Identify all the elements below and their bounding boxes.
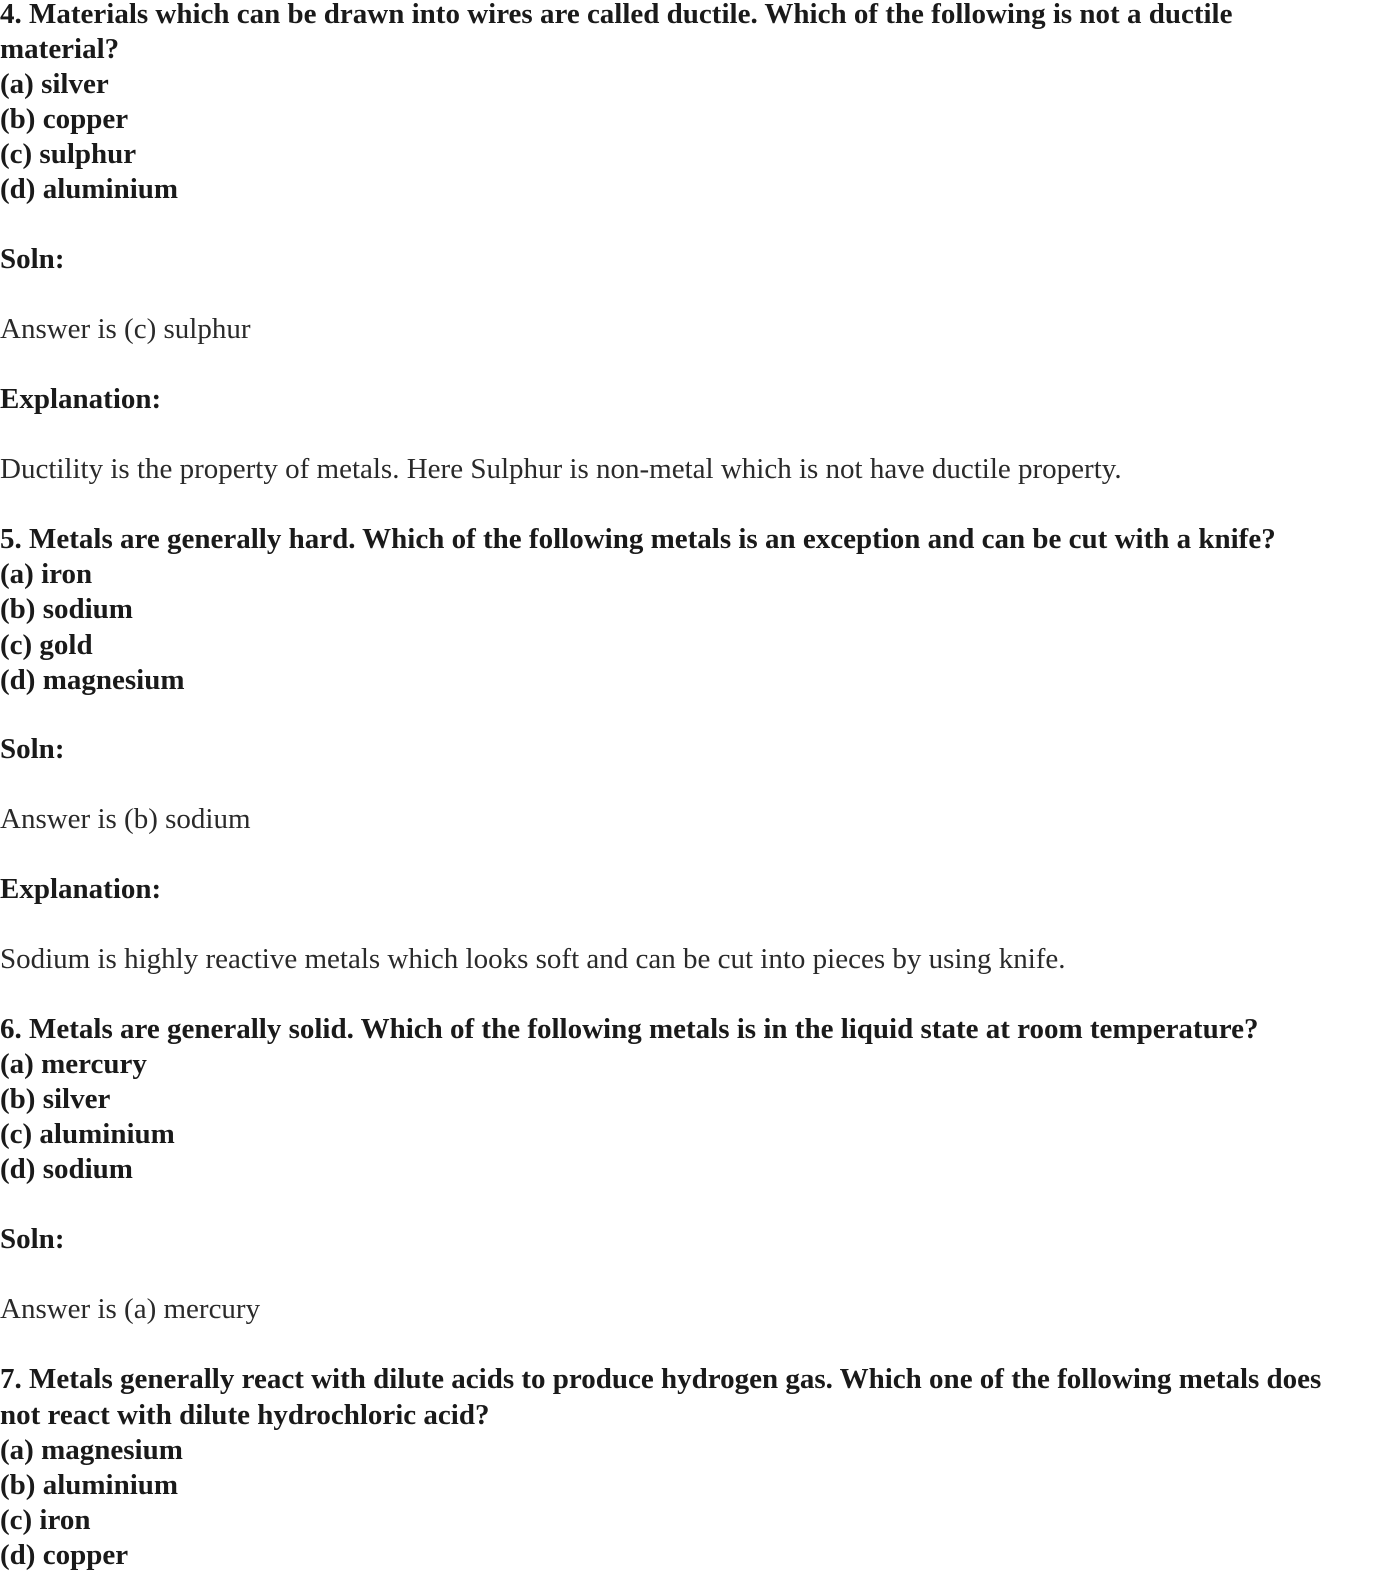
- q6-question-line1: 6. Metals are generally solid. Which of the following metals is in the liquid state at room temperature?: [0, 1013, 1259, 1045]
- q4-explanation: Ductility is the property of metals. Here Sulphur is non-metal which is not have ductile property.: [0, 453, 1122, 485]
- q5-option-a: (a) iron: [0, 558, 93, 590]
- q4-option-a: (a) silver: [0, 68, 109, 100]
- q7-option-c: (c) iron: [0, 1504, 91, 1536]
- q4-explanation-label: Explanation:: [0, 383, 162, 415]
- q4-answer: Answer is (c) sulphur: [0, 313, 251, 345]
- q4-option-b: (b) copper: [0, 103, 129, 135]
- q5-answer: Answer is (b) sodium: [0, 803, 251, 835]
- q5-explanation: Sodium is highly reactive metals which looks soft and can be cut into pieces by using knife.: [0, 943, 1066, 975]
- q4-option-d: (d) aluminium: [0, 173, 179, 205]
- q6-option-d: (d) sodium: [0, 1153, 133, 1185]
- q7-option-a: (a) magnesium: [0, 1434, 183, 1466]
- q6-option-c: (c) aluminium: [0, 1118, 175, 1150]
- q6-answer: Answer is (a) mercury: [0, 1293, 261, 1325]
- q6-option-b: (b) silver: [0, 1083, 111, 1115]
- q5-option-d: (d) magnesium: [0, 664, 185, 696]
- q5-explanation-label: Explanation:: [0, 873, 162, 905]
- q4-question-line2: material?: [0, 33, 120, 65]
- q7-question-line2: not react with dilute hydrochloric acid?: [0, 1399, 490, 1431]
- q7-question-line1: 7. Metals generally react with dilute acids to produce hydrogen gas. Which one of the following metals does: [0, 1363, 1322, 1395]
- q7-option-b: (b) aluminium: [0, 1469, 179, 1501]
- q5-soln-label: Soln:: [0, 733, 65, 765]
- q5-option-c: (c) gold: [0, 629, 93, 661]
- q4-option-c: (c) sulphur: [0, 138, 137, 170]
- q7-option-d: (d) copper: [0, 1539, 129, 1571]
- q5-option-b: (b) sodium: [0, 593, 133, 625]
- q6-option-a: (a) mercury: [0, 1048, 147, 1080]
- q4-question-line1: 4. Materials which can be drawn into wires are called ductile. Which of the following is not a ductile: [0, 0, 1233, 30]
- q6-soln-label: Soln:: [0, 1223, 65, 1255]
- q5-question-line1: 5. Metals are generally hard. Which of the following metals is an exception and can be cut with a knife?: [0, 523, 1276, 555]
- q4-soln-label: Soln:: [0, 243, 65, 275]
